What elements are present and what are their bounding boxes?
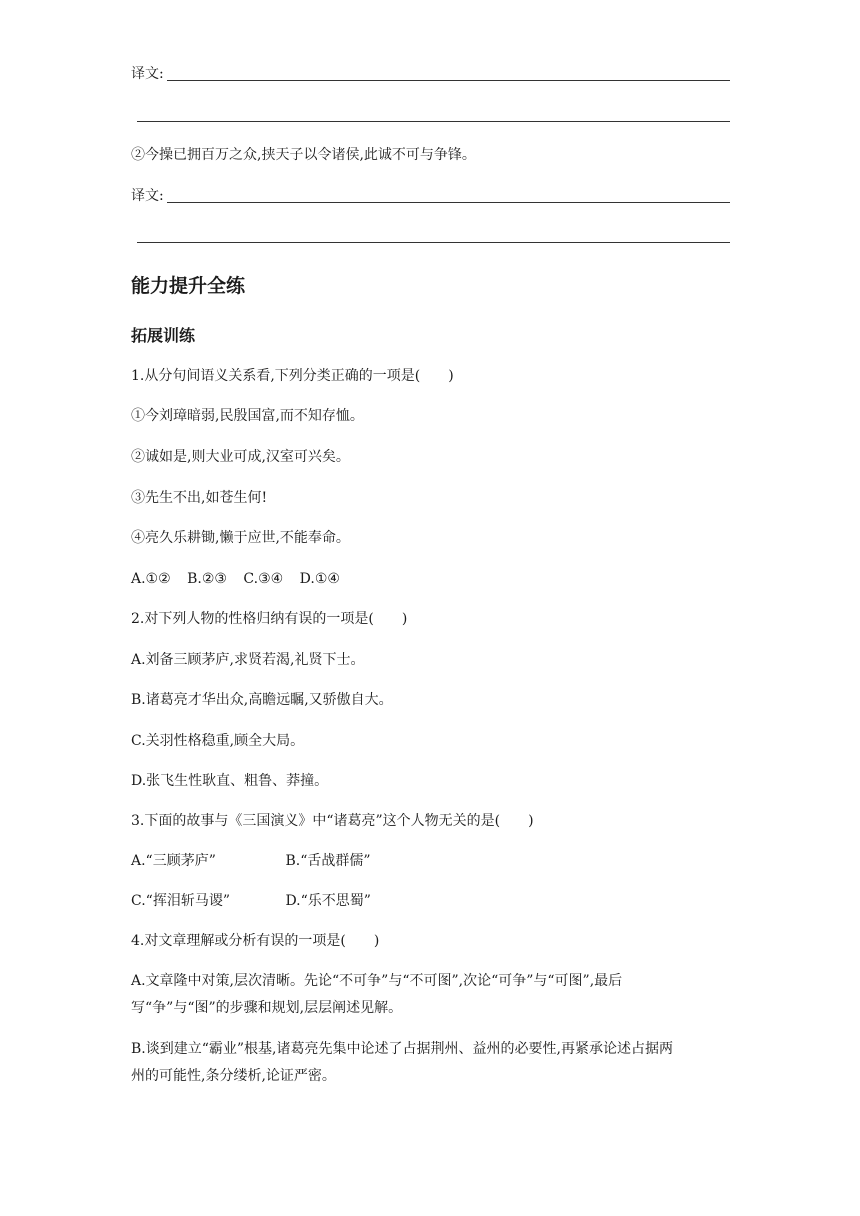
q2-option-a[interactable]: A.刘备三顾茅庐,求贤若渴,礼贤下士。 [131,652,365,668]
q3-option-d[interactable]: D.“乐不思蜀” [285,893,371,909]
q1-item: ①今刘璋暗弱,民殷国富,而不知存恤。 [131,408,364,424]
q3-option-a[interactable]: A.“三顾茅庐” [131,853,216,869]
subsection-title: 拓展训练 [131,326,196,345]
q1-option-c[interactable]: C.③④ [243,571,284,587]
q4-option-a[interactable]: A.文章隆中对策,层次清晰。先论“不可争”与“不可图”,次论“可争”与“可图”,最后 [131,973,623,989]
sentence-2: ②今操已拥百万之众,挟天子以令诸侯,此诚不可与争锋。 [131,147,476,163]
answer-line [137,242,730,243]
q1-item: ③先生不出,如苍生何! [131,490,268,506]
q1-options [131,570,340,588]
answer-line [137,121,730,122]
answer-line [167,202,730,203]
q2-stem: 2.对下列人物的性格归纳有误的一项是( ) [131,611,408,627]
q4-option-b-cont: 州的可能性,条分缕析,论证严密。 [131,1068,336,1084]
q1-option-d[interactable]: D.①④ [299,571,340,587]
q2-option-c[interactable]: C.关羽性格稳重,顾全大局。 [131,733,305,749]
q3-options-row-2 [131,892,371,910]
q1-stem: 1.从分句间语义关系看,下列分类正确的一项是( ) [131,368,454,384]
answer-line [167,80,730,81]
section-title: 能力提升全练 [131,275,246,297]
q4-stem: 4.对文章理解或分析有误的一项是( ) [131,933,380,949]
q2-option-b[interactable]: B.诸葛亮才华出众,高瞻远瞩,又骄傲自大。 [131,692,393,708]
q1-item: ②诚如是,则大业可成,汉室可兴矣。 [131,449,350,465]
q4-option-b[interactable]: B.谈到建立“霸业”根基,诸葛亮先集中论述了占据荆州、益州的必要性,再紧承论述占据两 [131,1041,673,1057]
q1-item: ④亮久乐耕锄,懒于应世,不能奉命。 [131,530,350,546]
q2-option-d[interactable]: D.张飞生性耿直、粗鲁、莽撞。 [131,773,329,789]
q1-option-b[interactable]: B.②③ [187,571,227,587]
q3-option-b[interactable]: B.“舌战群儒” [285,853,371,869]
translation-label: 译文: [131,66,164,82]
q3-option-c[interactable]: C.“挥泪斩马谡” [131,893,230,909]
q4-option-a-cont: 写“争”与“图”的步骤和规划,层层阐述见解。 [131,1000,403,1016]
q3-options-row-1 [131,852,371,870]
translation-label: 译文: [131,188,164,204]
q3-stem: 3.下面的故事与《三国演义》中“诸葛亮”这个人物无关的是( ) [131,813,534,829]
q1-option-a[interactable]: A.①② [131,571,171,587]
